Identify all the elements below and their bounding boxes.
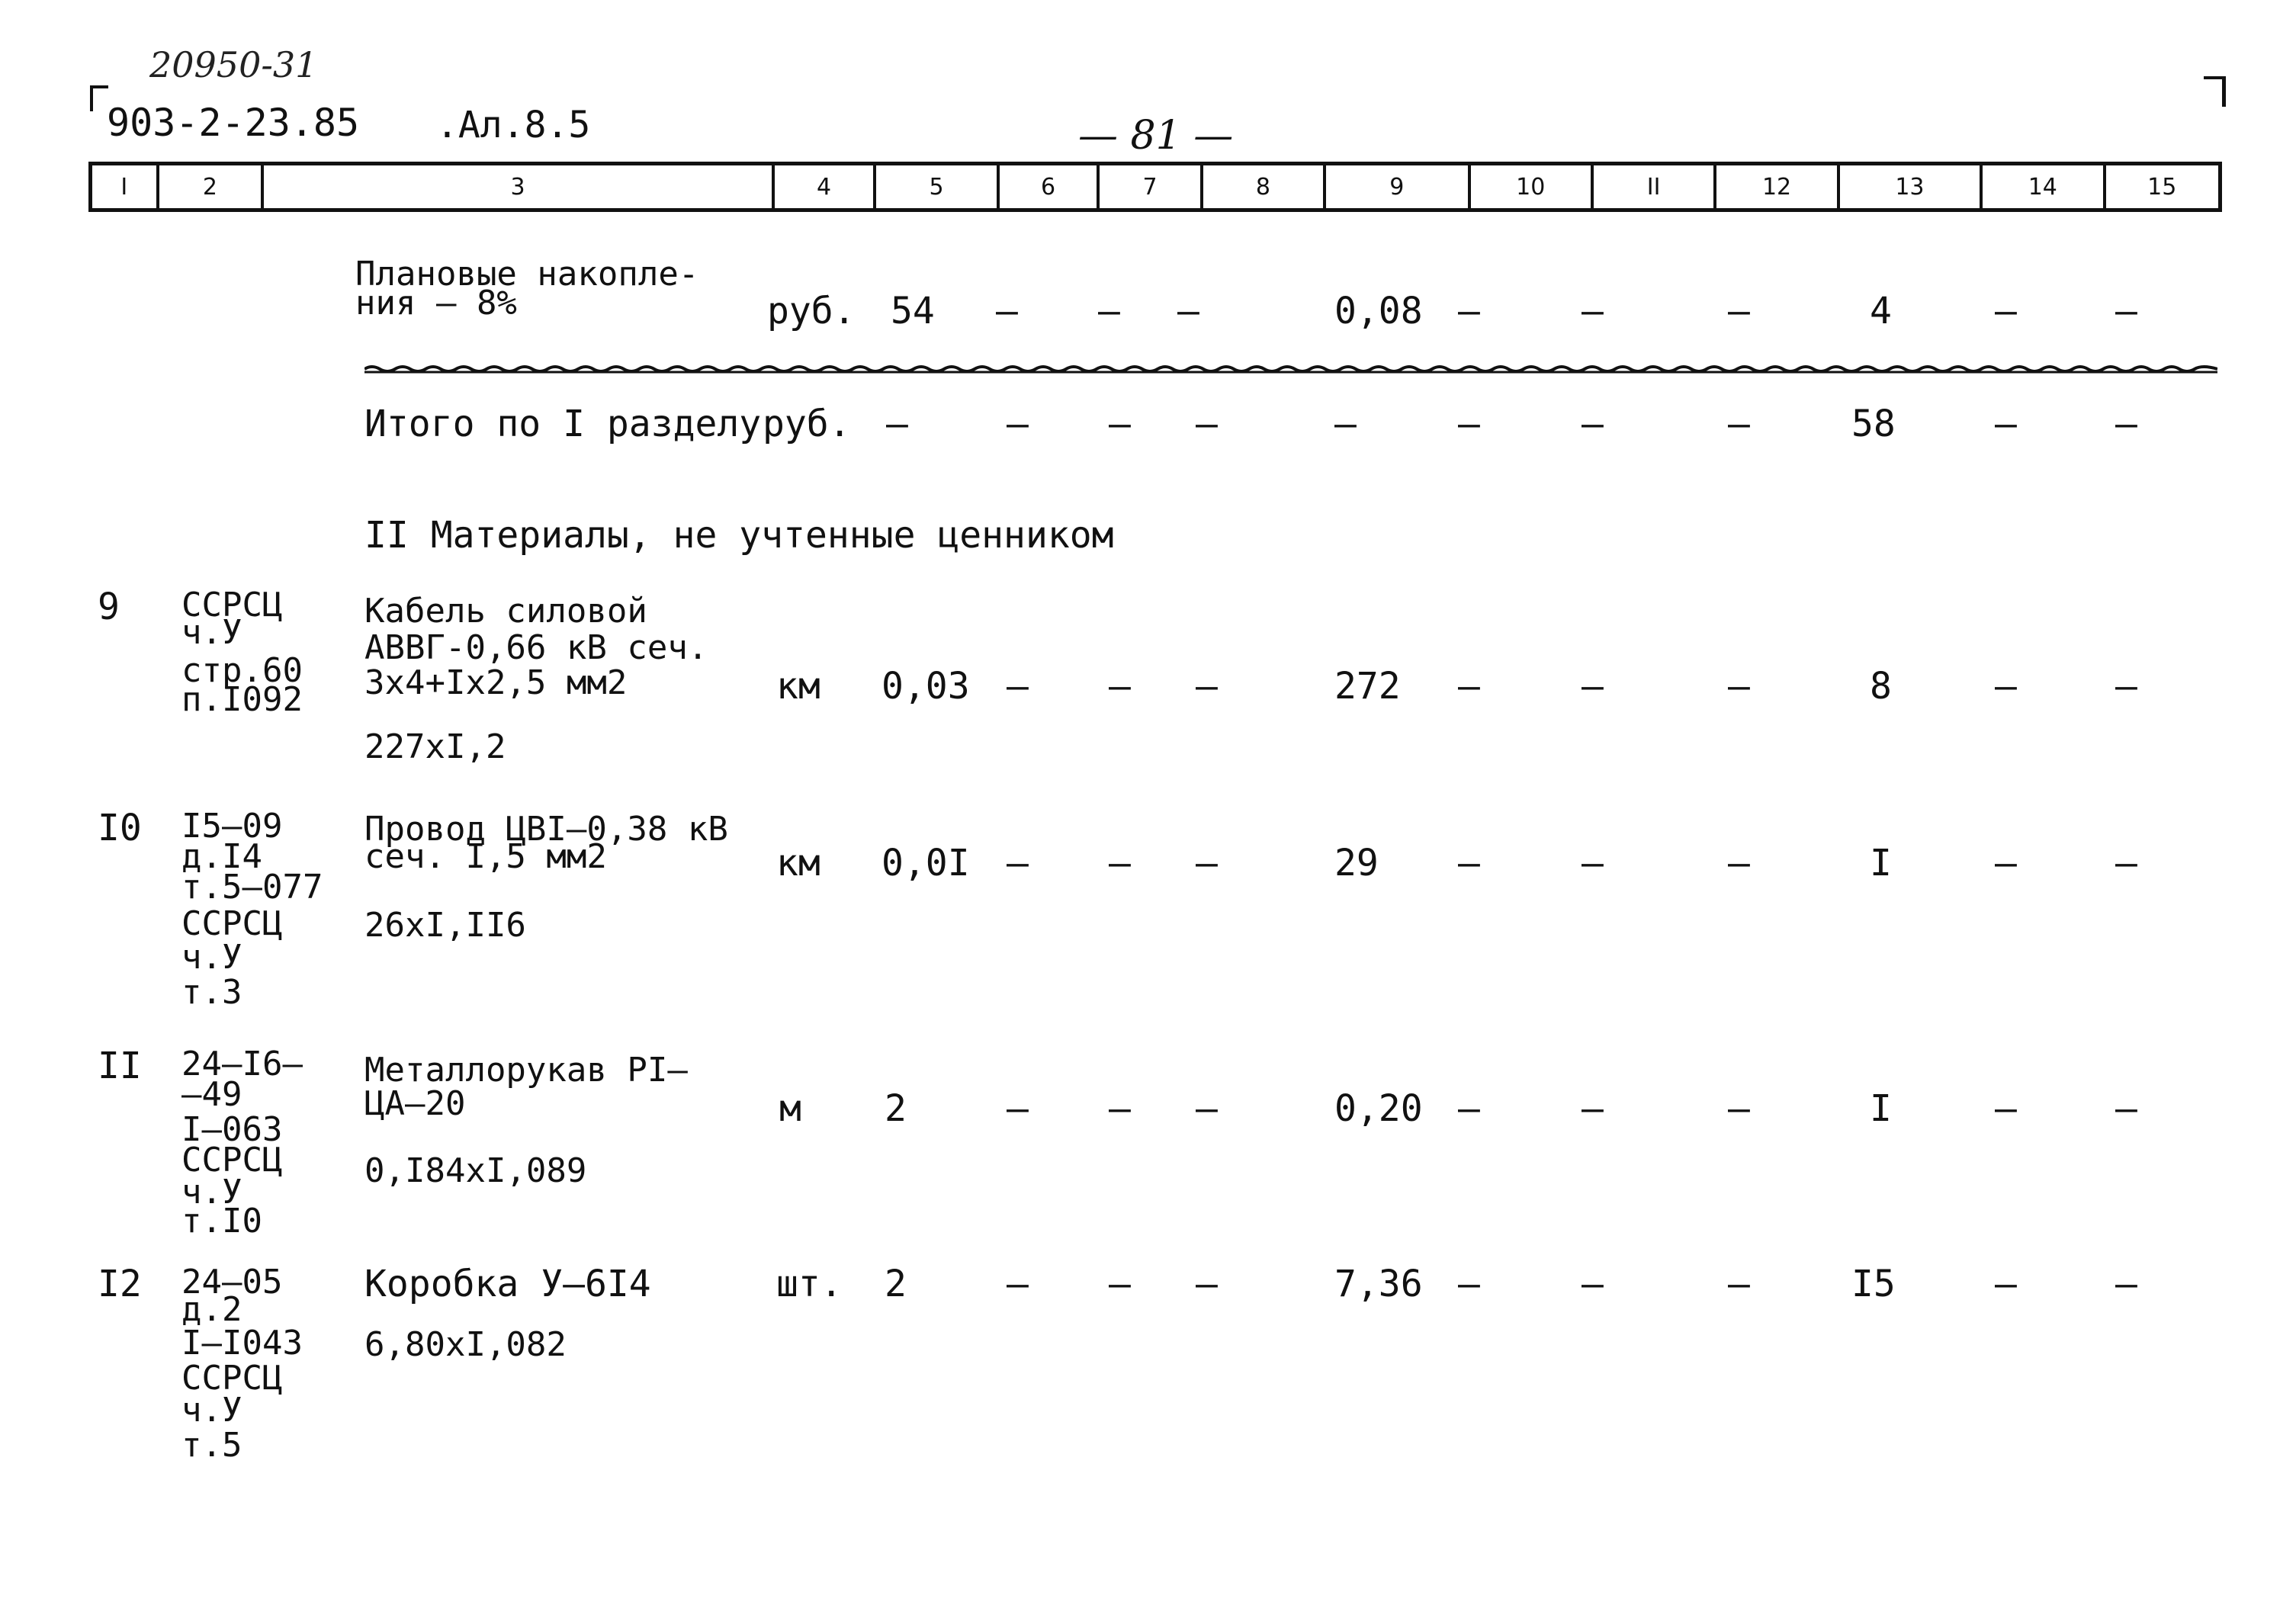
row11-c7: –	[1109, 1087, 1131, 1130]
row9-c14: –	[1995, 665, 2017, 708]
total-c13: 58	[1851, 403, 1896, 445]
album-label: .Ал.8.5	[436, 104, 591, 146]
row12-ref-6: т.5	[181, 1426, 242, 1465]
row9-ref-2: ч.У	[181, 613, 242, 652]
row11-name-2: ЦА–20	[364, 1084, 466, 1123]
row11-number: II	[98, 1045, 142, 1087]
row10-c6: –	[1007, 842, 1029, 884]
total-c10: –	[1458, 403, 1480, 445]
row12-ref-2: д.2	[181, 1290, 242, 1329]
total-c12: –	[1728, 403, 1750, 445]
row12-c6: –	[1007, 1263, 1029, 1305]
row10-name-2: сеч. I,5 мм2	[364, 837, 607, 876]
row12-ref-3: I–I043	[181, 1324, 303, 1363]
row12-c12: –	[1728, 1263, 1750, 1305]
row11-c14: –	[1995, 1087, 2017, 1130]
row9-c13: 8	[1870, 665, 1892, 708]
row11-ref-4: ССРСЦ	[181, 1141, 283, 1180]
row12-c5: 2	[885, 1263, 907, 1305]
col-1: I	[92, 165, 159, 208]
plan-unit: руб.	[767, 290, 856, 332]
row11-ref-2: –49	[181, 1075, 242, 1114]
row10-c9: 29	[1334, 842, 1379, 884]
row10-ref-2: д.I4	[181, 837, 262, 876]
row11-c12: –	[1728, 1087, 1750, 1130]
row10-ref-6: т.3	[181, 973, 242, 1012]
plan-c6: –	[996, 290, 1018, 332]
row12-c8: –	[1196, 1263, 1218, 1305]
total-c14: –	[1995, 403, 2017, 445]
row10-c13: I	[1870, 842, 1892, 884]
total-c5: –	[886, 403, 908, 445]
row11-c8: –	[1196, 1087, 1218, 1130]
plan-name-line1: Плановые накопле-	[355, 255, 699, 294]
document-code: 903-2-23.85	[107, 101, 360, 145]
row12-calc: 6,80хI,082	[364, 1325, 567, 1364]
row12-name: Коробка У–6I4	[364, 1263, 651, 1305]
row9-ref-4: п.I092	[181, 680, 303, 719]
plan-c10: –	[1458, 290, 1480, 332]
section-heading: II Материалы, не учтенные ценником	[364, 514, 1114, 557]
corner-mark-right	[2204, 76, 2226, 107]
col-11: II	[1594, 165, 1716, 208]
row9-c10: –	[1458, 665, 1480, 708]
row9-c15: –	[2115, 665, 2137, 708]
row12-c15: –	[2115, 1263, 2137, 1305]
row9-unit: км	[776, 665, 820, 708]
row10-ref-1: I5–09	[181, 807, 283, 846]
col-13: 13	[1840, 165, 1983, 208]
row12-ref-4: ССРСЦ	[181, 1359, 283, 1398]
plan-c13: 4	[1870, 290, 1892, 332]
row12-ref-1: 24–05	[181, 1263, 283, 1302]
row12-c14: –	[1995, 1263, 2017, 1305]
row11-c5: 2	[885, 1087, 907, 1130]
archive-number: 20950-31	[149, 44, 318, 85]
row12-number: I2	[98, 1263, 142, 1305]
row11-ref-1: 24–I6–	[181, 1045, 303, 1083]
row10-ref-5: ч.У	[181, 938, 242, 977]
row10-ref-4: ССРСЦ	[181, 904, 283, 943]
row12-c10: –	[1458, 1263, 1480, 1305]
row9-c6: –	[1007, 665, 1029, 708]
col-9: 9	[1326, 165, 1470, 208]
row12-c11: –	[1582, 1263, 1604, 1305]
row10-c12: –	[1728, 842, 1750, 884]
col-10: 10	[1471, 165, 1594, 208]
plan-c14: –	[1995, 290, 2017, 332]
row10-c15: –	[2115, 842, 2137, 884]
col-5: 5	[876, 165, 999, 208]
row9-c11: –	[1582, 665, 1604, 708]
col-2: 2	[159, 165, 265, 208]
row11-ref-6: т.I0	[181, 1202, 262, 1241]
total-c9: –	[1334, 403, 1357, 445]
total-c15: –	[2115, 403, 2137, 445]
col-3: 3	[264, 165, 775, 208]
plan-c11: –	[1582, 290, 1604, 332]
row10-c5: 0,0I	[881, 842, 970, 884]
col-6: 6	[1000, 165, 1100, 208]
col-4: 4	[775, 165, 877, 208]
row9-ref-1: ССРСЦ	[181, 586, 283, 624]
row11-c13: I	[1870, 1087, 1892, 1130]
row12-unit: шт.	[776, 1263, 843, 1305]
row11-c6: –	[1007, 1087, 1029, 1130]
col-7: 7	[1100, 165, 1203, 208]
plan-c9: 0,08	[1334, 290, 1423, 332]
plan-c7: –	[1098, 290, 1120, 332]
row9-number: 9	[98, 586, 120, 628]
row10-c11: –	[1582, 842, 1604, 884]
row11-c15: –	[2115, 1087, 2137, 1130]
corner-mark-left	[90, 85, 108, 111]
row11-c9: 0,20	[1334, 1087, 1423, 1130]
col-14: 14	[1983, 165, 2105, 208]
row10-unit: км	[776, 842, 820, 884]
row10-c10: –	[1458, 842, 1480, 884]
total-c7: –	[1109, 403, 1131, 445]
row9-c7: –	[1109, 665, 1131, 708]
row9-c9: 272	[1334, 665, 1401, 708]
row11-c10: –	[1458, 1087, 1480, 1130]
row9-c12: –	[1728, 665, 1750, 708]
page-number: — 81 —	[1078, 113, 1234, 159]
total-unit: руб.	[763, 403, 851, 445]
col-15: 15	[2147, 173, 2177, 201]
row12-c9: 7,36	[1334, 1263, 1423, 1305]
row11-ref-3: I–063	[181, 1110, 283, 1149]
plan-name-line2: ния – 8%	[355, 284, 517, 323]
row11-unit: м	[779, 1087, 801, 1130]
row9-c5: 0,03	[881, 665, 970, 708]
plan-c15: –	[2115, 290, 2137, 332]
row12-c7: –	[1109, 1263, 1131, 1305]
row9-ref-3: стр.60	[181, 651, 303, 690]
row10-c14: –	[1995, 842, 2017, 884]
row9-calc: 227хI,2	[364, 727, 506, 766]
row11-ref-5: ч.У	[181, 1173, 242, 1212]
row11-name-1: Металлорукав РI–	[364, 1051, 688, 1090]
row9-name-2: АВВГ-0,66 кВ сеч.	[364, 628, 708, 667]
row10-c8: –	[1196, 842, 1218, 884]
row11-c11: –	[1582, 1087, 1604, 1130]
total-c11: –	[1582, 403, 1604, 445]
total-c6: –	[1007, 403, 1029, 445]
row10-calc: 26хI,II6	[364, 906, 526, 945]
total-c8: –	[1196, 403, 1218, 445]
row11-calc: 0,I84хI,089	[364, 1151, 587, 1190]
row9-name-1: Кабель силовой	[364, 592, 647, 631]
row12-ref-5: ч.У	[181, 1391, 242, 1430]
total-name: Итого по I разделу	[364, 403, 762, 445]
plan-c8: –	[1177, 290, 1199, 332]
row10-name-1: Провод ЦВI–0,38 кВ	[364, 810, 728, 849]
plan-c12: –	[1728, 290, 1750, 332]
row12-c13: I5	[1851, 1263, 1896, 1305]
row9-c8: –	[1196, 665, 1218, 708]
row10-ref-3: т.5–077	[181, 868, 323, 907]
column-header-row	[88, 162, 2222, 212]
row10-c7: –	[1109, 842, 1131, 884]
row10-number: I0	[98, 807, 142, 849]
wavy-separator-line	[364, 363, 2217, 375]
col-12: 12	[1716, 165, 1839, 208]
col-8: 8	[1203, 165, 1326, 208]
plan-c5: 54	[891, 290, 935, 332]
row9-name-3: 3х4+Iх2,5 мм2	[364, 663, 628, 702]
